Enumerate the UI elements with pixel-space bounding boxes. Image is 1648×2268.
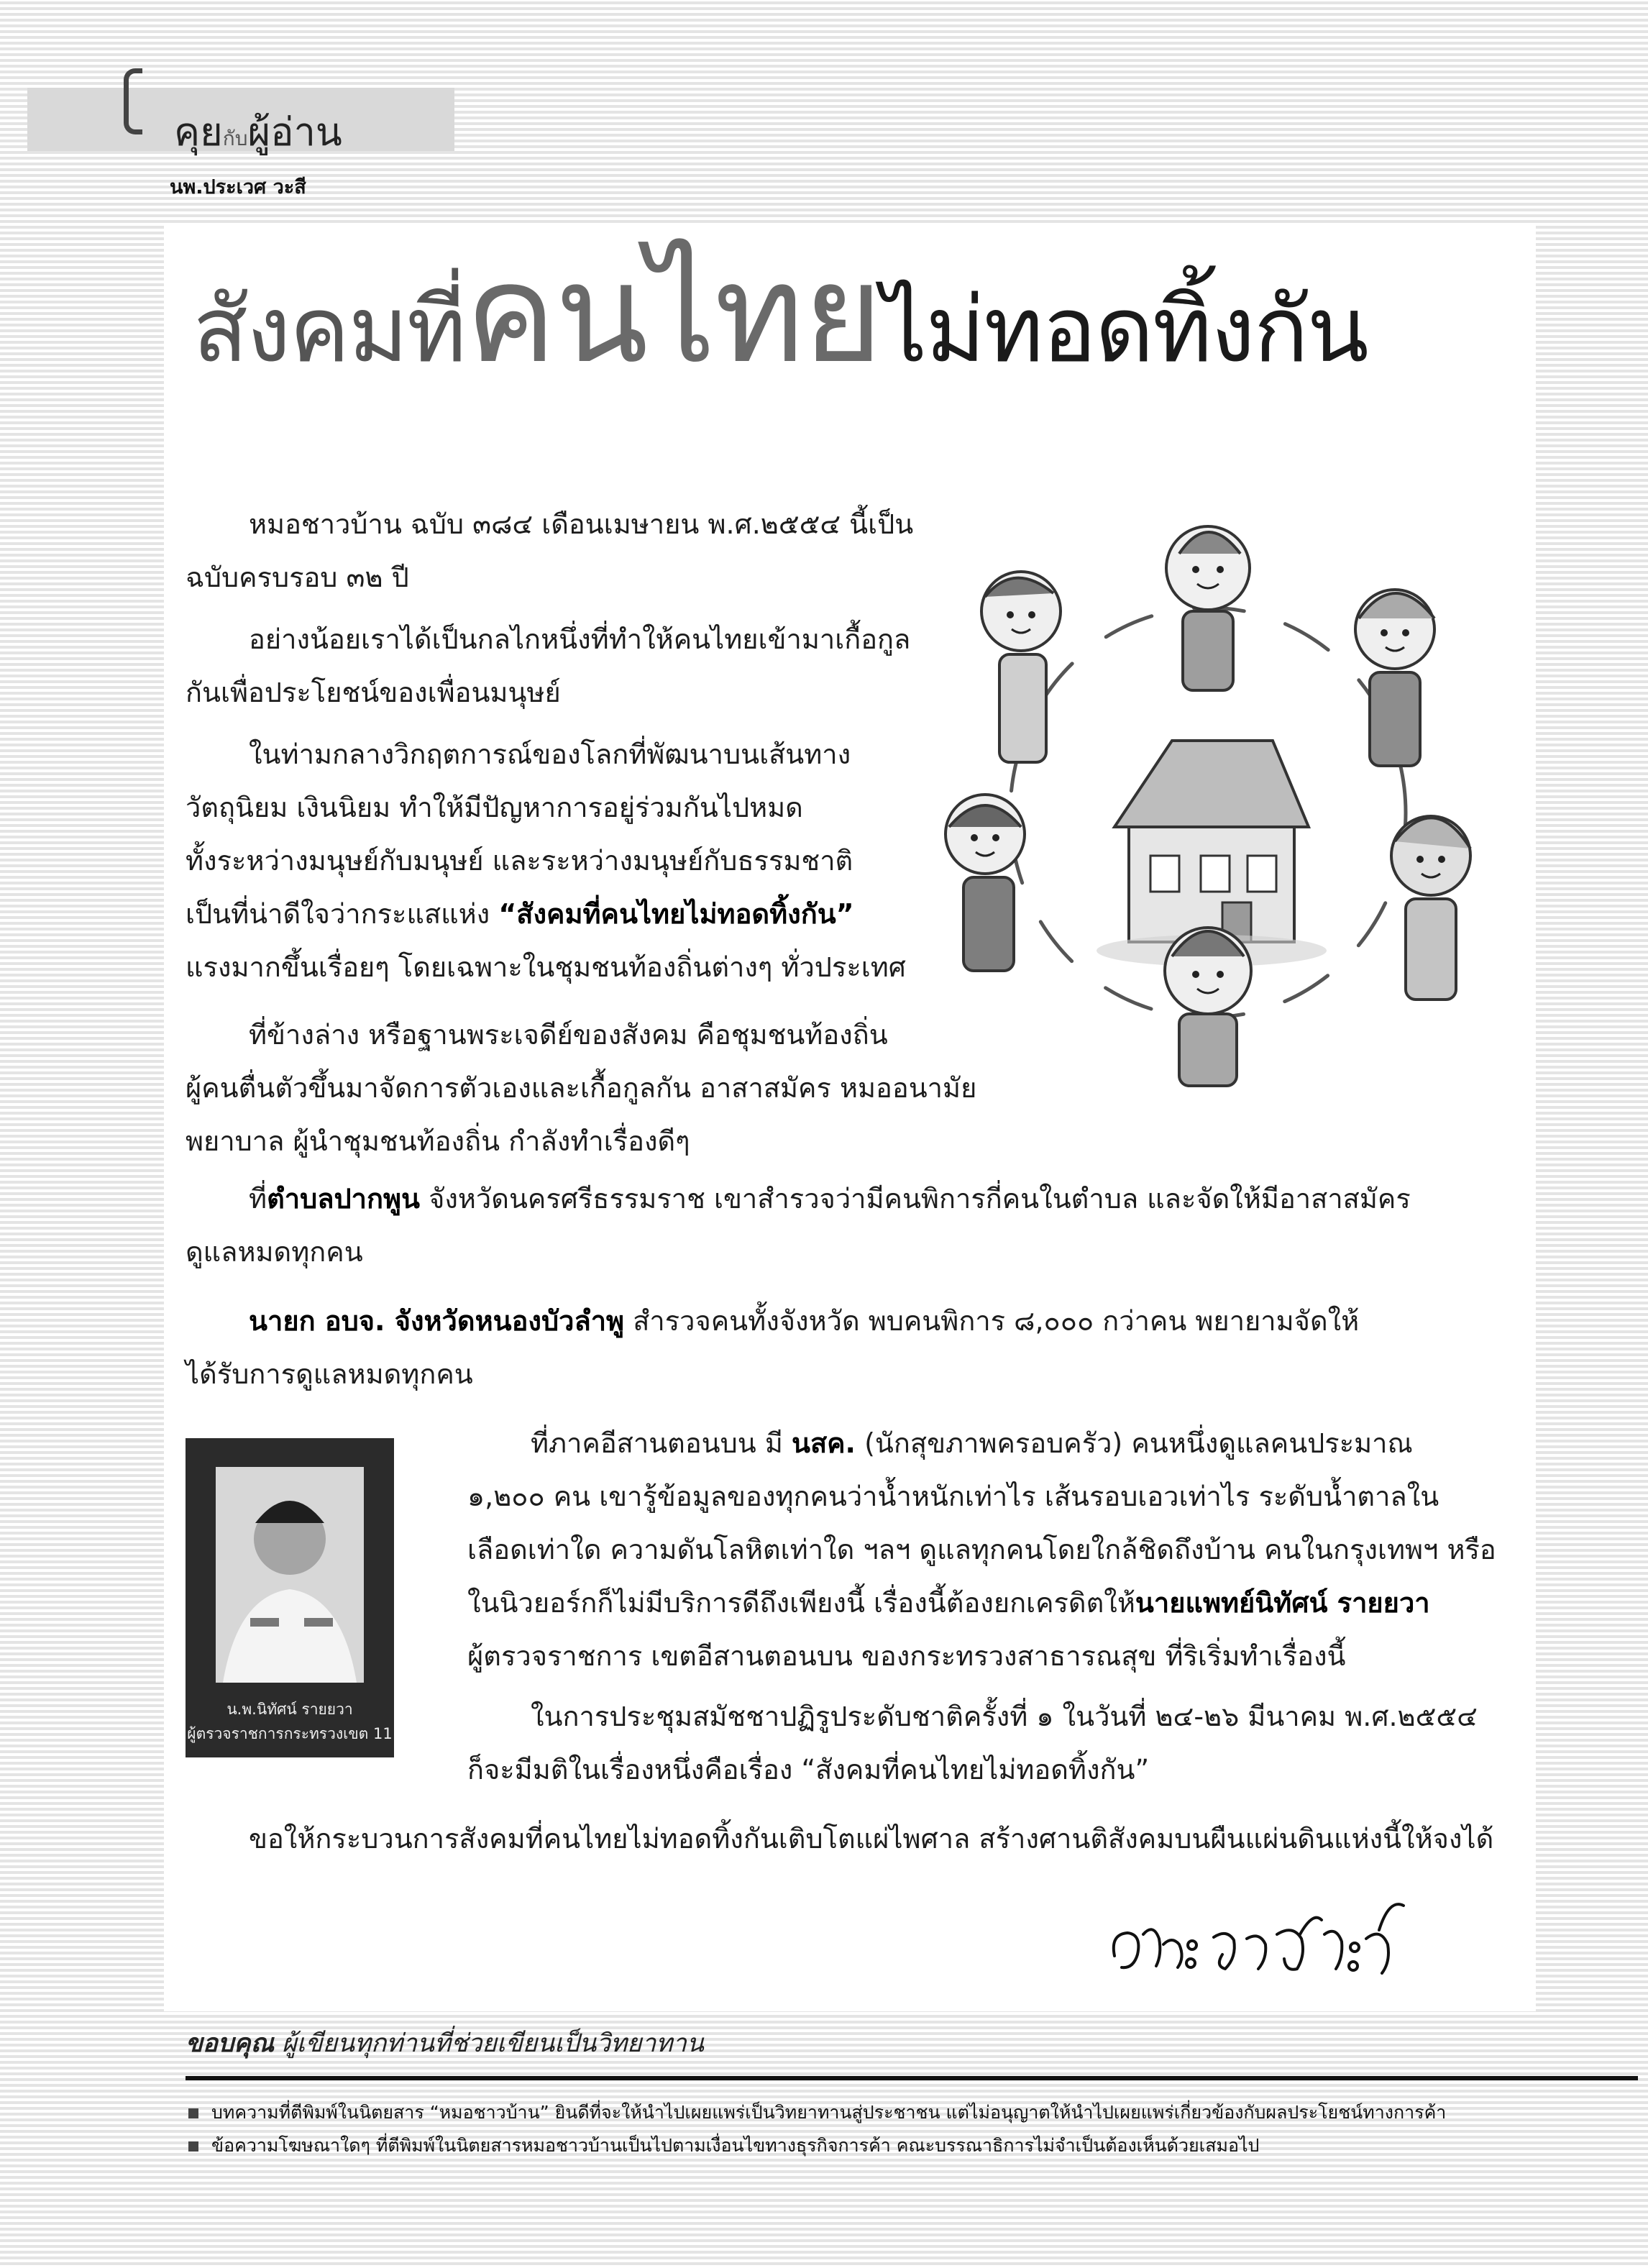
thanks-text: ผู้เขียนทุกท่านที่ช่วยเขียนเป็นวิทยาทาน bbox=[274, 2029, 704, 2058]
headline-part1: สังคมที่ bbox=[193, 277, 465, 383]
paperclip-icon bbox=[124, 68, 142, 134]
doctor-name: นายแพทย์นิทัศน์ รายยวา bbox=[1135, 1587, 1430, 1619]
author-name: นพ.ประเวศ วะสี bbox=[170, 176, 306, 198]
headline-part2: คนไทย bbox=[464, 234, 882, 393]
column-title bbox=[174, 101, 342, 163]
bullet-square-icon bbox=[188, 2108, 198, 2118]
bullet-square-icon bbox=[188, 2141, 198, 2152]
paragraph-1: หมอชาวบ้าน ฉบับ ๓๘๔ เดือนเมษายน พ.ศ.๒๕๕๔ นี้เป็น ฉบับครบรอบ ๓๒ ปี bbox=[186, 508, 914, 593]
footer-note-1: บทความที่ตีพิมพ์ในนิตยสาร “หมอชาวบ้าน” ยินดีที่จะให้นำไปเผยแพร่เป็นวิทยาทานสู่ประชาชน แต่ไม่อนุญาตให้นำไปเผยแพร่เกี่ยวข้องกับผลประโยชน์ทางการค้า bbox=[188, 2098, 1446, 2127]
paragraph-3: ในท่ามกลางวิกฤตการณ์ของโลกที่พัฒนาบนเส้นทาง วัตถุนิยม เงินนิยม ทำให้มีปัญหาการอยู่ร่วมกันไปหมด ทั้งระหว่างมนุษย์กับมนุษย์ และระหว่างมนุษย์กับธรรมชาติ เป็นที่น่าดีใจว่ากระแสแห่ง “สังคมที่คนไทยไม่ทอดทิ้งกัน” แรงมากขึ้นเรื่อยๆ โดยเฉพาะในชุมชนท้องถิ่นต่างๆ ทั่วประเทศ bbox=[186, 739, 906, 983]
thanks-line bbox=[186, 2024, 704, 2063]
headline-part3: ไม่ทอดทิ้งกัน bbox=[881, 277, 1368, 383]
column-title-part2: ผู้อ่าน bbox=[247, 109, 342, 155]
paragraph-2: อย่างน้อยเราได้เป็นกลไกหนึ่งที่ทำให้คนไทยเข้ามาเกื้อกูล กันเพื่อประโยชน์ของเพื่อนมนุษย์ bbox=[186, 623, 911, 708]
column-title-small: กับ bbox=[222, 127, 248, 150]
paragraph-5: ที่ตำบลปากพูน จังหวัดนครศรีธรรมราช เขาสำรวจว่ามีคนพิการกี่คนในตำบล และจัดให้มีอาสาสมัคร ดูแลหมดทุกคน bbox=[186, 1183, 1411, 1268]
paragraph-8: ในการประชุมสมัชชาปฏิรูประดับชาติครั้งที่ ๑ ในวันที่ ๒๔-๒๖ มีนาคม พ.ศ.๒๕๕๔ ก็จะมีมติในเรื่องหนึ่งคือเรื่อง “สังคมที่คนไทยไม่ทอดทิ้งกัน” bbox=[467, 1701, 1478, 1785]
highlight-phrase: “สังคมที่คนไทยไม่ทอดทิ้งกัน” bbox=[498, 898, 854, 930]
handwritten-signature bbox=[1106, 1891, 1408, 1999]
photo-caption-name: น.พ.นิทัศน์ รายยวา bbox=[226, 1701, 353, 1718]
nsk-abbr: นสค. bbox=[791, 1427, 856, 1459]
paragraph-6: นายก อบจ. จังหวัดหนองบัวลำพู สำรวจคนทั้งจังหวัด พบคนพิการ ๘,๐๐๐ กว่าคน พยายามจัดให้ ได้รับการดูแลหมดทุกคน bbox=[186, 1305, 1360, 1390]
place-name-pakpoon: ตำบลปากพูน bbox=[267, 1183, 420, 1215]
footer-rule bbox=[186, 2076, 1638, 2080]
photo-caption-title: ผู้ตรวจราชการกระทรวงเขต 11 bbox=[187, 1725, 393, 1742]
paragraph-7: ที่ภาคอีสานตอนบน มี นสค. (นักสุขภาพครอบครัว) คนหนึ่งดูแลคนประมาณ ๑,๒๐๐ คน เขารู้ข้อมูลของทุกคนว่าน้ำหนักเท่าไร เส้นรอบเอวเท่าไร ระดับน้ำตาลใน เลือดเท่าใด ความดันโลหิตเท่าใด ฯลฯ ดูแลทุกคนโดยใกล้ชิดถึงบ้าน คนในกรุงเทพฯ หรือ ในนิวยอร์กก็ไม่มีบริการดีถึงเพียงนี้ เรื่องนี้ต้องยกเครดิตให้นายแพทย์นิทัศน์ รายยวา ผู้ตรวจราชการ เขตอีสานตอนบน ของกระทรวงสาธารณสุข ที่ริเริ่มทำเรื่องนี้ bbox=[467, 1427, 1496, 1672]
paragraph-4: ที่ข้างล่าง หรือฐานพระเจดีย์ของสังคม คือชุมชนท้องถิ่น ผู้คนตื่นตัวขึ้นมาจัดการตัวเองและเกื้อกูลกัน อาสาสมัคร หมออนามัย พยาบาล ผู้นำชุมชนท้องถิ่น กำลังทำเรื่องดีๆ bbox=[186, 1019, 977, 1157]
column-title-part1: คุย bbox=[174, 109, 223, 155]
footer-note-2: ข้อความโฆษณาใดๆ ที่ตีพิมพ์ในนิตยสารหมอชาวบ้านเป็นไปตามเงื่อนไขทางธุรกิจการค้า คณะบรรณาธิการไม่จำเป็นต้องเห็นด้วยเสมอไป bbox=[188, 2131, 1259, 2160]
official-title: นายก อบจ. จังหวัดหนองบัวลำพู bbox=[249, 1305, 625, 1337]
paragraph-9: ขอให้กระบวนการสังคมที่คนไทยไม่ทอดทิ้งกันเติบโตแผ่ไพศาล สร้างศานติสังคมบนผืนแผ่นดินแห่งนี้ให้จงได้ bbox=[249, 1823, 1494, 1855]
thanks-label: ขอบคุณ bbox=[186, 2029, 275, 2058]
headline bbox=[193, 234, 1368, 393]
illustration-children-around-house bbox=[935, 503, 1481, 1093]
portrait-photo bbox=[186, 1438, 394, 1757]
